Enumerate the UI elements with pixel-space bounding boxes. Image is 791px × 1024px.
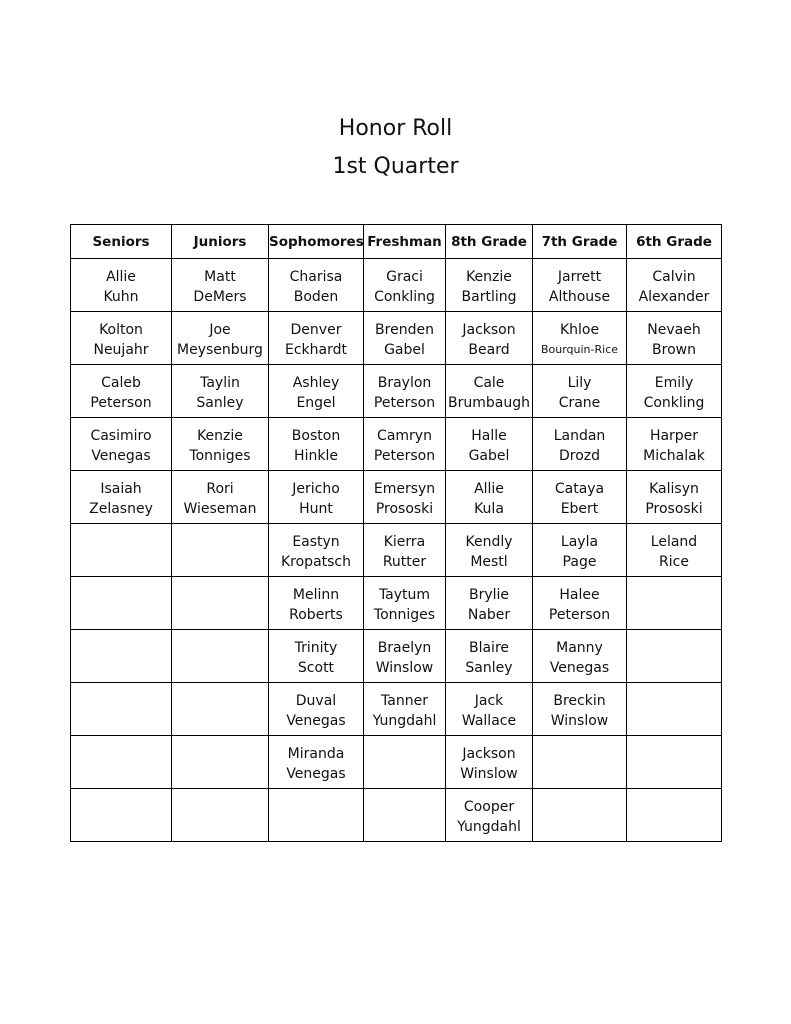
student-cell (446, 630, 533, 683)
first-name: Kalisyn (649, 481, 699, 497)
first-name: Caleb (101, 375, 141, 391)
student-cell (533, 471, 627, 524)
last-name: Tonniges (373, 607, 436, 623)
last-name: Peterson (373, 395, 436, 411)
student-cell (533, 577, 627, 630)
student-cell (533, 365, 627, 418)
column-header: Juniors (172, 225, 269, 259)
student-cell (172, 471, 269, 524)
first-name: Trinity (294, 640, 338, 656)
last-name: Brown (652, 342, 696, 358)
last-name: Althouse (548, 289, 611, 305)
first-name: Braelyn (377, 640, 432, 656)
student-cell (71, 365, 172, 418)
last-name: Hunt (299, 501, 333, 517)
last-name: Michalak (643, 448, 705, 464)
first-name: Melinn (292, 587, 340, 603)
last-name: Wallace (461, 713, 517, 729)
last-name: Engel (296, 395, 336, 411)
student-cell (269, 630, 364, 683)
first-name: Kenzie (197, 428, 243, 444)
last-name: Gabel (468, 448, 510, 464)
first-name: Casimiro (90, 428, 152, 444)
student-cell (446, 312, 533, 365)
student-cell (446, 524, 533, 577)
empty-cell (172, 577, 269, 630)
empty-cell (71, 736, 172, 789)
last-name: Meysenburg (177, 342, 263, 358)
column-header: 7th Grade (533, 225, 627, 259)
student-cell (364, 259, 446, 312)
first-name: Charisa (289, 269, 343, 285)
first-name: Joe (209, 322, 231, 338)
empty-cell (533, 789, 627, 842)
last-name: Venegas (286, 766, 346, 782)
table-row (71, 683, 722, 736)
student-cell (446, 789, 533, 842)
last-name: Bourquin-Rice (540, 343, 619, 356)
empty-cell (269, 789, 364, 842)
student-cell (627, 418, 722, 471)
student-cell (269, 524, 364, 577)
first-name: Taytum (378, 587, 431, 603)
last-name: Gabel (384, 342, 425, 358)
table-body (71, 259, 722, 842)
page-title: Honor Roll (338, 116, 453, 141)
last-name: Winslow (375, 660, 434, 676)
last-name: Kuhn (103, 289, 139, 305)
student-cell (364, 683, 446, 736)
first-name: Blaire (468, 640, 510, 656)
student-cell (269, 365, 364, 418)
student-cell (533, 418, 627, 471)
last-name: Prososki (645, 501, 703, 517)
table-row (71, 418, 722, 471)
first-name: Cooper (463, 799, 515, 815)
first-name: Matt (204, 269, 236, 285)
first-name: Leland (650, 534, 698, 550)
empty-cell (627, 577, 722, 630)
first-name: Braylon (377, 375, 432, 391)
student-cell (364, 577, 446, 630)
student-cell (446, 683, 533, 736)
last-name: Beard (468, 342, 510, 358)
student-cell (364, 471, 446, 524)
honor-roll-table (70, 224, 722, 842)
student-cell (446, 365, 533, 418)
first-name: Kierra (383, 534, 426, 550)
last-name: Crane (558, 395, 601, 411)
student-cell (172, 259, 269, 312)
empty-cell (71, 789, 172, 842)
empty-cell (172, 789, 269, 842)
first-name: Tanner (381, 693, 428, 709)
first-name: Layla (560, 534, 599, 550)
last-name: Rutter (382, 554, 427, 570)
first-name: Miranda (287, 746, 345, 762)
student-cell (446, 418, 533, 471)
first-name: Duval (295, 693, 337, 709)
empty-cell (172, 683, 269, 736)
first-name: Kolton (99, 322, 143, 338)
last-name: Eckhardt (285, 342, 347, 358)
first-name: Camryn (377, 428, 432, 444)
student-cell (533, 524, 627, 577)
last-name: Wieseman (183, 501, 257, 517)
last-name: Yungdahl (372, 713, 437, 729)
last-name: Venegas (549, 660, 610, 676)
student-cell (446, 471, 533, 524)
last-name: Bartling (461, 289, 517, 305)
table-row (71, 789, 722, 842)
last-name: Drozd (558, 448, 601, 464)
last-name: Prososki (375, 501, 434, 517)
empty-cell (172, 736, 269, 789)
empty-cell (364, 789, 446, 842)
student-cell (71, 312, 172, 365)
empty-cell (172, 524, 269, 577)
student-cell (269, 418, 364, 471)
student-cell (269, 736, 364, 789)
first-name: Rori (206, 481, 234, 497)
empty-cell (533, 736, 627, 789)
empty-cell (364, 736, 446, 789)
student-cell (533, 259, 627, 312)
column-header: Sophomores (269, 225, 364, 259)
last-name: Ebert (560, 501, 599, 517)
student-cell (364, 312, 446, 365)
page-subtitle: 1st Quarter (332, 154, 459, 179)
first-name: Manny (556, 640, 603, 656)
last-name: Hinkle (294, 448, 338, 464)
first-name: Emily (654, 375, 694, 391)
last-name: Alexander (638, 289, 710, 305)
last-name: Kula (474, 501, 504, 517)
student-cell (627, 471, 722, 524)
student-cell (269, 312, 364, 365)
title-block (0, 110, 791, 186)
student-cell (364, 524, 446, 577)
student-cell (627, 524, 722, 577)
table-row (71, 312, 722, 365)
last-name: Roberts (289, 607, 343, 623)
student-cell (269, 259, 364, 312)
last-name: Brumbaugh (448, 395, 530, 411)
last-name: Venegas (91, 448, 151, 464)
column-header: Freshman (364, 225, 446, 259)
empty-cell (627, 789, 722, 842)
last-name: Kropatsch (280, 554, 351, 570)
first-name: Brenden (375, 322, 434, 338)
table-row (71, 630, 722, 683)
last-name: Conkling (643, 395, 705, 411)
first-name: Allie (106, 269, 136, 285)
student-cell (627, 312, 722, 365)
first-name: Jack (474, 693, 504, 709)
last-name: Sanley (196, 395, 244, 411)
student-cell (172, 312, 269, 365)
last-name: Winslow (550, 713, 609, 729)
table-row (71, 736, 722, 789)
first-name: Jarrett (557, 269, 602, 285)
last-name: DeMers (193, 289, 247, 305)
last-name: Yungdahl (457, 819, 521, 835)
student-cell (446, 259, 533, 312)
column-header: 6th Grade (627, 225, 722, 259)
last-name: Venegas (286, 713, 346, 729)
first-name: Boston (291, 428, 341, 444)
last-name: Zelasney (89, 501, 153, 517)
table-row (71, 471, 722, 524)
first-name: Halle (471, 428, 507, 444)
first-name: Allie (474, 481, 504, 497)
last-name: Boden (293, 289, 339, 305)
student-cell (627, 259, 722, 312)
empty-cell (172, 630, 269, 683)
last-name: Page (562, 554, 597, 570)
first-name: Isaiah (100, 481, 142, 497)
student-cell (172, 418, 269, 471)
student-cell (364, 365, 446, 418)
first-name: Breckin (553, 693, 606, 709)
student-cell (71, 259, 172, 312)
first-name: Graci (386, 269, 423, 285)
last-name: Tonniges (189, 448, 251, 464)
table-row (71, 365, 722, 418)
student-cell (71, 471, 172, 524)
table-row (71, 524, 722, 577)
first-name: Lily (567, 375, 592, 391)
last-name: Mestl (470, 554, 508, 570)
first-name: Kendly (465, 534, 513, 550)
first-name: Halee (559, 587, 600, 603)
last-name: Peterson (373, 448, 436, 464)
first-name: Cataya (554, 481, 605, 497)
first-name: Eastyn (292, 534, 340, 550)
first-name: Kenzie (466, 269, 512, 285)
empty-cell (71, 524, 172, 577)
last-name: Peterson (548, 607, 611, 623)
first-name: Emersyn (373, 481, 436, 497)
first-name: Jericho (292, 481, 340, 497)
empty-cell (71, 577, 172, 630)
first-name: Cale (473, 375, 505, 391)
student-cell (364, 418, 446, 471)
empty-cell (627, 630, 722, 683)
header-row (71, 225, 722, 259)
first-name: Landan (553, 428, 606, 444)
empty-cell (71, 630, 172, 683)
last-name: Conkling (374, 289, 435, 305)
student-cell (172, 365, 269, 418)
first-name: Khloe (559, 322, 600, 338)
last-name: Naber (467, 607, 511, 623)
last-name: Rice (659, 554, 689, 570)
first-name: Harper (649, 428, 699, 444)
first-name: Nevaeh (647, 322, 701, 338)
empty-cell (627, 683, 722, 736)
table-row (71, 259, 722, 312)
student-cell (364, 630, 446, 683)
column-header: 8th Grade (446, 225, 533, 259)
first-name: Calvin (652, 269, 696, 285)
last-name: Winslow (460, 766, 518, 782)
student-cell (446, 736, 533, 789)
first-name: Taylin (200, 375, 240, 391)
column-header: Seniors (71, 225, 172, 259)
table-row (71, 577, 722, 630)
first-name: Brylie (468, 587, 510, 603)
last-name: Neujahr (93, 342, 149, 358)
student-cell (269, 577, 364, 630)
student-cell (533, 312, 627, 365)
last-name: Sanley (465, 660, 513, 676)
last-name: Scott (297, 660, 335, 676)
first-name: Denver (290, 322, 342, 338)
student-cell (71, 418, 172, 471)
student-cell (533, 630, 627, 683)
student-cell (269, 471, 364, 524)
last-name: Peterson (90, 395, 152, 411)
first-name: Ashley (292, 375, 340, 391)
empty-cell (627, 736, 722, 789)
student-cell (533, 683, 627, 736)
student-cell (627, 365, 722, 418)
empty-cell (71, 683, 172, 736)
student-cell (269, 683, 364, 736)
first-name: Jackson (462, 322, 516, 338)
first-name: Jackson (462, 746, 516, 762)
student-cell (446, 577, 533, 630)
